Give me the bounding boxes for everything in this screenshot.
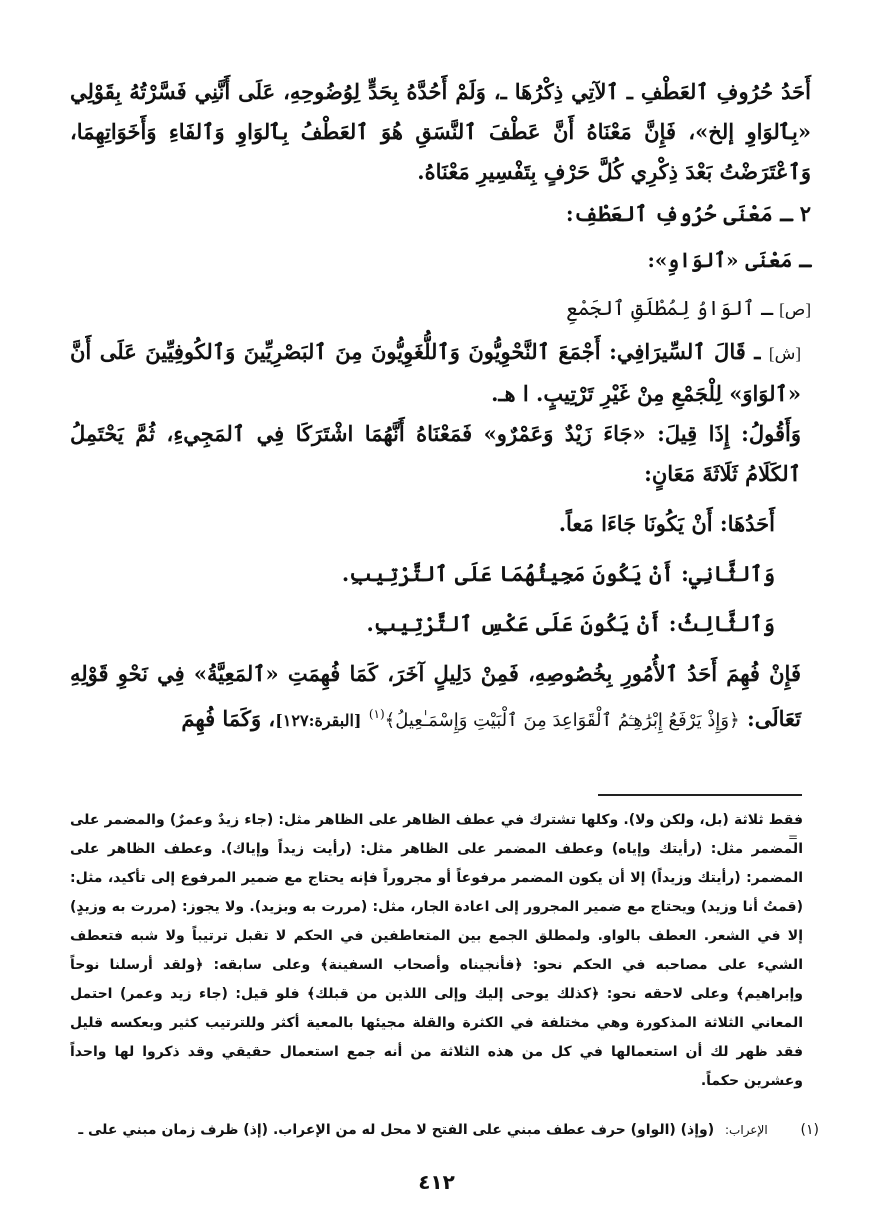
- footnote-continued: فقط ثلاثة (بل، ولكن ولا). وكلها تشترك في عطف الظاهر على الظاهر مثل: (جاء زيدٌ وعمرٌ) والمضمر على المضمر مثل: (رأيتك وإياه) وعطف المضمر على الظاهر مثل: (رأيت زيداً وإياك). وعطف الظاهر على المضمر: (رأيتك وزيداً) إلا أن يكون المضمر مرفوعاً أو مجروراً فإنه يحتاج مع ضمير المرفوع إلى تأكيد، مثل: (قمتُ أنا وزيد) ويحتاج مع ضمير المجرور إلى اعادة الجار، مثل: (مررت به وبزيد). ولا يجوز: (مررت به وزيدٍ) إلا في الشعر. العطف بالواو. ولمطلق الجمع بين المتعاطفين في الحكم لا تقبل ترتيباً ولا شبه فتعطف الشيء على مصاحبه في الحكم نحو: ﴿فأنجيناه وأصحاب السفينة﴾ وعلى سابقه: ﴿ولقد أرسلنا نوحاً وإبراهيم﴾ وعلى لاحقه نحو: ﴿كذلك يوحى إليك وإلى اللذين من قبلك﴾ فلو قيل: (جاء زيد وعمر) احتمل المعاني الثلاثة المذكورة وهي مختلفة في الكثرة والقلة مجيئها بالمعية أكثر وللترتيب كثير وبعكسه قليل فقد ظهر لك أن استعمالها في كل من هذه الثلاثة من أنه جمع استعمال حقيقي وقد ذكروا لها واحداً وعشرين حكماً.: [70, 812, 803, 1089]
- quran-verse: ﴿وَإِذْ يَرْفَعُ إِبْرَٰهِـۧمُ ٱلْقَوَاعِدَ مِنَ ٱلْبَيْتِ وَإِسْمَـٰعِيلُ﴾: [384, 710, 740, 731]
- meaning-item-label: وَٱلثَّانِي:: [681, 561, 775, 586]
- sharh-text: ـ قَالَ ٱلسِّيرَافِي: أَجْمَعَ ٱلنَّحْوِيُّونَ وَٱللُّغَوِيُّونَ مِنَ ٱلبَصْرِيِّينَ وَٱلكُوفِيِّينَ عَلَى أَنَّ «ٱلوَاوَ» لِلْجَمْعِ مِنْ غَيْرِ تَرْتِيبٍ. ا هـ.: [70, 339, 801, 406]
- closing-text-before: فَإِنْ فُهِمَ أَحَدُ ٱلأُمُورِ بِخُصُوصِهِ، فَمِنْ دَلِيلٍ آخَرَ، كَمَا فُهِمَتِ «ٱلمَعِيَّةُ» فِي نَحْوِ قَوْلِهِ تَعَالَى:: [70, 661, 801, 731]
- main-text: [70, 72, 811, 741]
- meaning-item-label: أَحَدُهَا:: [719, 511, 775, 536]
- meaning-item-1: [70, 504, 811, 544]
- meaning-item-2: [70, 554, 811, 594]
- matn-tag: [ص]: [779, 300, 811, 319]
- footnote-label: الإعراب:: [725, 1123, 768, 1137]
- footnote-number: (١): [800, 1122, 819, 1138]
- closing-text-after: ، وَكَمَا فُهِمَ: [181, 706, 276, 731]
- meaning-item-text: أَنْ يَكُونَا جَاءَا مَعاً.: [558, 511, 713, 536]
- closing-paragraph: [70, 654, 811, 741]
- footnote-1: [72, 1118, 819, 1142]
- aqulu-paragraph: وَأَقُولُ: إِذَا قِيلَ: «جَاءَ زَيْدٌ وَعَمْرٌو» فَمَعْنَاهُ أَنَّهُمَا اشْتَرَكَا فِي ٱلمَجِيءِ، ثُمَّ يَحْتَمِلُ ٱلكَلَامُ ثَلَاثَةَ مَعَانٍ:: [70, 421, 801, 486]
- quran-reference: [البقرة:١٢٧]: [275, 711, 362, 730]
- footnote-marker: (١): [368, 707, 385, 721]
- subsection-heading: ـ مَعْنَى «ٱلوَاوِ»:: [647, 248, 811, 272]
- section-heading: ٢ ـ مَعْنَى حُرُوفِ ٱلعَطْفِ:: [565, 201, 811, 226]
- matn-text: ـ ٱلوَاوُ لِمُطْلَقِ ٱلجَمْعِ: [566, 296, 773, 320]
- footnote-divider: [598, 794, 802, 796]
- page-number: ٤١٢: [418, 1170, 455, 1194]
- meaning-item-3: [70, 604, 811, 644]
- sharh-paragraph: [70, 332, 811, 414]
- meaning-item-label: وَٱلثَّالِثُ:: [668, 611, 775, 636]
- meaning-item-text: أَنْ يَكُونَ مَجِيئُهُمَا عَلَى ٱلتَّرْتِيبِ.: [341, 561, 674, 586]
- meaning-item-text: أَنْ يَكُونَ عَلَى عَكْسِ ٱلتَّرْتِيبِ.: [366, 611, 662, 636]
- matn-line: [70, 288, 811, 330]
- footnote-text: (وإذ) (الواو) حرف عطف مبني على الفتح لا محل له من الإعراب. (إذ) ظرف زمان مبني على ـ: [78, 1122, 715, 1138]
- sharh-tag: [ش]: [768, 344, 801, 363]
- footnote-continuation-mark: =: [788, 830, 799, 844]
- intro-paragraph: أَحَدُ حُرُوفِ ٱلعَطْفِ ـ ٱلآتِي ذِكْرُهَا ـ، وَلَمْ أَحُدَّهُ بِحَدٍّ لِوُضُوحِهِ، عَلَى أَنَّنِي فَسَّرْتُهُ بِقَوْلِي «بِٱلوَاوِ إلخ»، فَإِنَّ مَعْنَاهُ أَنَّ عَطْفَ ٱلنَّسَقِ هُوَ ٱلعَطْفُ بِٱلوَاوِ وَٱلفَاءِ وَأَخَوَاتِهِمَا، وَٱعْتَرَضْتُ بَعْدَ ذِكْرِي كُلَّ حَرْفٍ بِتَفْسِيرِ مَعْنَاهُ.: [70, 79, 811, 184]
